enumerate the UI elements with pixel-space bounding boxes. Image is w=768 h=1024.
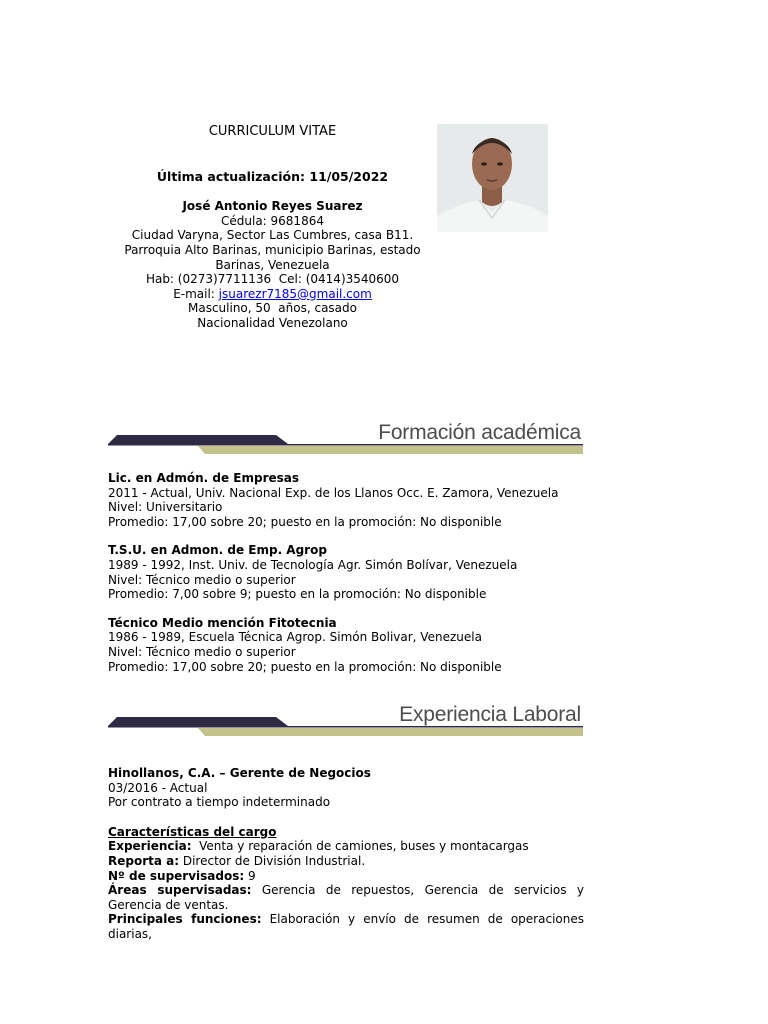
education-average: Promedio: 17,00 sobre 20; puesto en la promoción: No disponible (108, 659, 502, 674)
email-label: E-mail: (173, 286, 219, 301)
cargo-reporta (108, 854, 584, 869)
section-header-formacion (108, 421, 583, 459)
section-title-formacion: Formación académica (378, 421, 581, 444)
job-period: 03/2016 - Actual (108, 780, 208, 795)
education-institution: 2011 - Actual, Univ. Nacional Exp. de los Llanos Occ. E. Zamora, Venezuela (108, 485, 559, 500)
experiencia-value: Venta y reparación de camiones, buses y montacargas (191, 839, 529, 854)
person-name: José Antonio Reyes Suarez (182, 199, 363, 214)
section-title-experiencia: Experiencia Laboral (399, 703, 581, 726)
address-line-1: Ciudad Varyna, Sector Las Cumbres, casa B11. (131, 228, 414, 243)
job-contract: Por contrato a tiempo indeterminado (108, 795, 331, 810)
cv-header (110, 125, 435, 331)
personal-info: Masculino, 50 años, casado (187, 301, 357, 316)
section-header-experiencia (108, 703, 583, 741)
cargo-heading: Características del cargo (108, 824, 277, 839)
education-average: Promedio: 17,00 sobre 20; puesto en la promoción: No disponible (108, 514, 502, 529)
nationality: Nacionalidad Venezolano (197, 315, 348, 330)
education-entry (108, 471, 584, 529)
education-level: Nivel: Técnico medio o superior (108, 572, 296, 587)
cargo-supervisados (108, 869, 584, 884)
education-institution: 1986 - 1989, Escuela Técnica Agrop. Simón Bolivar, Venezuela (108, 630, 482, 645)
education-entry (108, 543, 584, 601)
experiencia-block (108, 766, 584, 942)
reporta-value: Director de División Industrial. (179, 853, 366, 868)
reporta-label: Reporta a: (108, 853, 180, 868)
education-title: Lic. en Admón. de Empresas (108, 471, 300, 485)
supervisados-value: 9 (244, 868, 256, 883)
supervisados-label: Nº de supervisados: (108, 868, 245, 883)
areas-value: Gerencia de repuestos, Gerencia de servicios y Gerencia de ventas. (108, 883, 584, 912)
education-level: Nivel: Universitario (108, 500, 223, 515)
address-line-3: Barinas, Venezuela (215, 257, 330, 272)
address-line-2: Parroquia Alto Barinas, municipio Barinas, estado (124, 242, 421, 257)
education-level: Nivel: Técnico medio o superior (108, 644, 296, 659)
funciones-value: Elaboración y envío de resumen de operaciones diarias, (108, 912, 584, 941)
cargo-experiencia (108, 839, 584, 854)
email-row (110, 287, 435, 302)
cargo-areas (108, 883, 584, 912)
job-title: Hinollanos, C.A. – Gerente de Negocios (108, 766, 371, 780)
funciones-label: Principales funciones: (108, 912, 262, 927)
experiencia-label: Experiencia: (108, 839, 192, 854)
cv-title: CURRICULUM VITAE (208, 124, 337, 139)
cargo-funciones (108, 912, 584, 941)
profile-photo (437, 124, 548, 232)
education-institution: 1989 - 1992, Inst. Univ. de Tecnología Agr. Simón Bolívar, Venezuela (108, 557, 518, 572)
formacion-list (108, 471, 584, 688)
education-entry (108, 616, 584, 674)
education-average: Promedio: 7,00 sobre 9; puesto en la promoción: No disponible (108, 587, 487, 602)
education-title: Técnico Medio mención Fitotecnia (108, 615, 337, 630)
cedula: Cédula: 9681864 (221, 213, 324, 228)
last-updated: Última actualización: 11/05/2022 (156, 168, 389, 184)
phones: Hab: (0273)7711136 Cel: (0414)3540600 (145, 272, 400, 287)
education-title: T.S.U. en Admon. de Emp. Agrop (108, 543, 327, 558)
areas-label: Áreas supervisadas: (108, 883, 252, 898)
email-link[interactable]: jsuarezr7185@gmail.com (218, 286, 372, 301)
